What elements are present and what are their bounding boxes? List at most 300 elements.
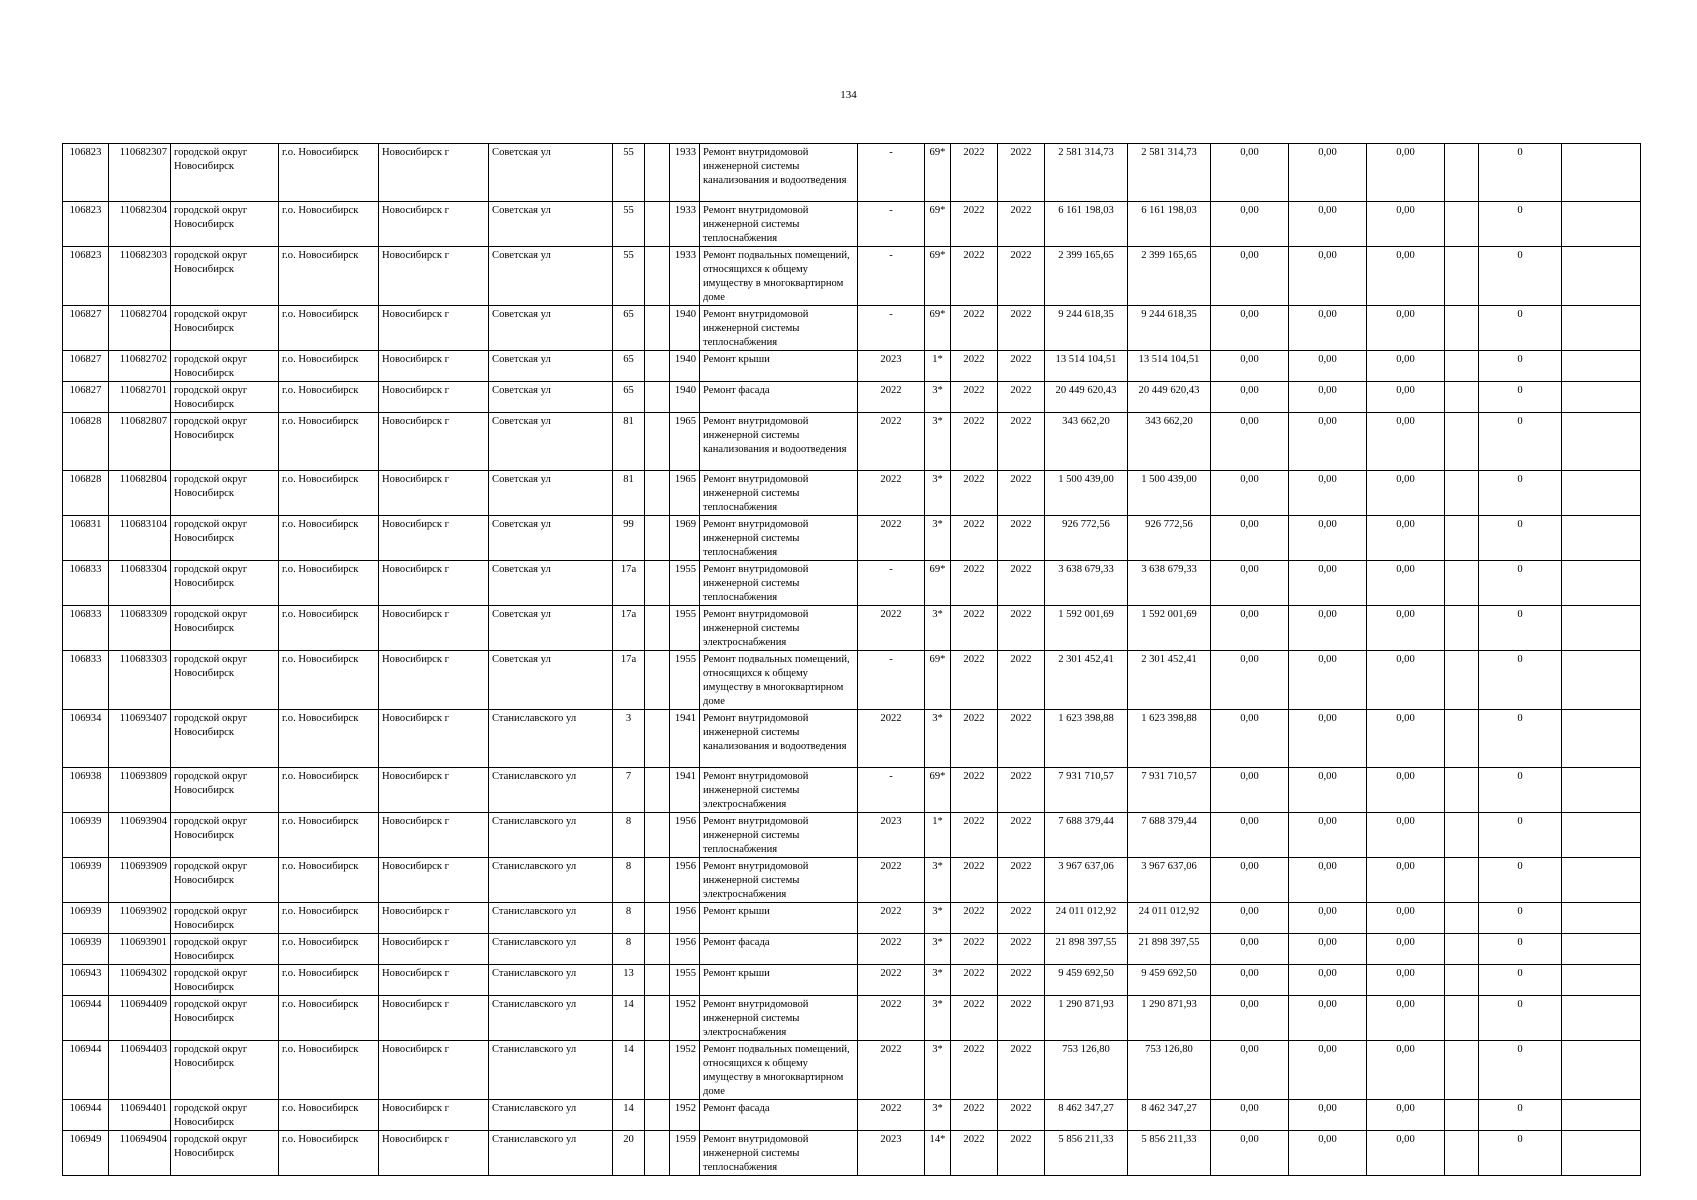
year-from-cell: 2022 [951, 144, 998, 202]
table-row [63, 516, 1641, 561]
municipality-cell: городской округ Новосибирск [171, 768, 279, 813]
count-cell: 0 [1479, 710, 1562, 768]
year-cell: 2022 [858, 1100, 925, 1131]
municipality-cell: городской округ Новосибирск [171, 1131, 279, 1176]
year-cell: 2022 [858, 710, 925, 768]
year-from-cell: 2022 [951, 413, 998, 471]
street-cell: Станиславского ул [489, 813, 613, 858]
element-code-cell: 110682807 [109, 413, 171, 471]
work-type-cell: Ремонт фасада [700, 1100, 858, 1131]
value-cell: 0,00 [1289, 1100, 1367, 1131]
count-cell: 0 [1479, 651, 1562, 710]
district-cell: г.о. Новосибирск [279, 1131, 379, 1176]
municipality-cell: городской округ Новосибирск [171, 247, 279, 306]
table-row [63, 813, 1641, 858]
value-cell: 0,00 [1367, 965, 1445, 996]
empty-cell [1562, 965, 1641, 996]
year-from-cell: 2022 [951, 858, 998, 903]
count-cell: 0 [1479, 965, 1562, 996]
district-cell: г.о. Новосибирск [279, 144, 379, 202]
year-cell: - [858, 651, 925, 710]
empty-cell [1445, 351, 1479, 382]
cost-total-cell: 13 514 104,51 [1045, 351, 1128, 382]
house-number-cell: 65 [613, 351, 645, 382]
empty-cell [1445, 710, 1479, 768]
street-cell: Советская ул [489, 651, 613, 710]
element-code-cell: 110683309 [109, 606, 171, 651]
empty-cell [1562, 606, 1641, 651]
value-cell: 0,00 [1211, 247, 1289, 306]
table-row [63, 1041, 1641, 1100]
locality-cell: Новосибирск г [379, 651, 489, 710]
year-from-cell: 2022 [951, 1041, 998, 1100]
element-code-cell: 110694302 [109, 965, 171, 996]
district-cell: г.о. Новосибирск [279, 996, 379, 1041]
mark-cell: 3* [925, 606, 951, 651]
street-cell: Советская ул [489, 516, 613, 561]
year-built-cell: 1933 [670, 247, 700, 306]
cost-total-cell: 7 931 710,57 [1045, 768, 1128, 813]
municipality-cell: городской округ Новосибирск [171, 382, 279, 413]
year-cell: 2022 [858, 858, 925, 903]
year-built-cell: 1956 [670, 813, 700, 858]
value-cell: 0,00 [1367, 768, 1445, 813]
year-from-cell: 2022 [951, 351, 998, 382]
year-from-cell: 2022 [951, 768, 998, 813]
value-cell: 0,00 [1367, 471, 1445, 516]
mark-cell: 3* [925, 858, 951, 903]
year-to-cell: 2022 [998, 768, 1045, 813]
year-built-cell: 1955 [670, 606, 700, 651]
value-cell: 0,00 [1289, 247, 1367, 306]
district-cell: г.о. Новосибирск [279, 1041, 379, 1100]
value-cell: 0,00 [1289, 561, 1367, 606]
district-cell: г.о. Новосибирск [279, 471, 379, 516]
count-cell: 0 [1479, 382, 1562, 413]
district-cell: г.о. Новосибирск [279, 903, 379, 934]
object-code-cell: 106939 [63, 934, 109, 965]
element-code-cell: 110682804 [109, 471, 171, 516]
cost-total-cell: 753 126,80 [1045, 1041, 1128, 1100]
year-built-cell: 1941 [670, 710, 700, 768]
work-type-cell: Ремонт внутридомовой инженерной системы теплоснабжения [700, 306, 858, 351]
municipality-cell: городской округ Новосибирск [171, 144, 279, 202]
street-cell: Советская ул [489, 202, 613, 247]
locality-cell: Новосибирск г [379, 1131, 489, 1176]
street-cell: Станиславского ул [489, 934, 613, 965]
cost-fund-cell: 3 967 637,06 [1128, 858, 1211, 903]
street-cell: Советская ул [489, 606, 613, 651]
street-cell: Станиславского ул [489, 1131, 613, 1176]
count-cell: 0 [1479, 351, 1562, 382]
year-cell: 2022 [858, 516, 925, 561]
element-code-cell: 110694904 [109, 1131, 171, 1176]
value-cell: 0,00 [1211, 710, 1289, 768]
mark-cell: 1* [925, 351, 951, 382]
work-type-cell: Ремонт фасада [700, 934, 858, 965]
empty-cell [645, 606, 670, 651]
count-cell: 0 [1479, 996, 1562, 1041]
year-from-cell: 2022 [951, 247, 998, 306]
cost-fund-cell: 7 688 379,44 [1128, 813, 1211, 858]
year-to-cell: 2022 [998, 903, 1045, 934]
cost-fund-cell: 24 011 012,92 [1128, 903, 1211, 934]
object-code-cell: 106944 [63, 1100, 109, 1131]
work-type-cell: Ремонт внутридомовой инженерной системы теплоснабжения [700, 516, 858, 561]
house-number-cell: 3 [613, 710, 645, 768]
empty-cell [645, 768, 670, 813]
street-cell: Станиславского ул [489, 768, 613, 813]
empty-cell [1562, 306, 1641, 351]
mark-cell: 3* [925, 382, 951, 413]
cost-fund-cell: 2 581 314,73 [1128, 144, 1211, 202]
element-code-cell: 110682701 [109, 382, 171, 413]
year-built-cell: 1956 [670, 903, 700, 934]
value-cell: 0,00 [1211, 306, 1289, 351]
year-to-cell: 2022 [998, 813, 1045, 858]
cost-total-cell: 1 290 871,93 [1045, 996, 1128, 1041]
table-row [63, 561, 1641, 606]
street-cell: Станиславского ул [489, 996, 613, 1041]
district-cell: г.о. Новосибирск [279, 651, 379, 710]
work-type-cell: Ремонт подвальных помещений, относящихся к общему имуществу в многоквартирном доме [700, 651, 858, 710]
locality-cell: Новосибирск г [379, 202, 489, 247]
count-cell: 0 [1479, 202, 1562, 247]
house-number-cell: 14 [613, 1041, 645, 1100]
cost-total-cell: 1 500 439,00 [1045, 471, 1128, 516]
house-number-cell: 13 [613, 965, 645, 996]
value-cell: 0,00 [1289, 516, 1367, 561]
municipality-cell: городской округ Новосибирск [171, 1100, 279, 1131]
municipality-cell: городской округ Новосибирск [171, 471, 279, 516]
year-from-cell: 2022 [951, 516, 998, 561]
mark-cell: 1* [925, 813, 951, 858]
empty-cell [1445, 202, 1479, 247]
locality-cell: Новосибирск г [379, 996, 489, 1041]
value-cell: 0,00 [1211, 1100, 1289, 1131]
value-cell: 0,00 [1289, 606, 1367, 651]
empty-cell [1562, 651, 1641, 710]
street-cell: Станиславского ул [489, 1041, 613, 1100]
table-row [63, 858, 1641, 903]
object-code-cell: 106833 [63, 606, 109, 651]
work-type-cell: Ремонт внутридомовой инженерной системы электроснабжения [700, 606, 858, 651]
value-cell: 0,00 [1367, 516, 1445, 561]
object-code-cell: 106944 [63, 1041, 109, 1100]
district-cell: г.о. Новосибирск [279, 813, 379, 858]
empty-cell [1562, 516, 1641, 561]
house-number-cell: 14 [613, 996, 645, 1041]
house-number-cell: 55 [613, 202, 645, 247]
object-code-cell: 106828 [63, 413, 109, 471]
district-cell: г.о. Новосибирск [279, 516, 379, 561]
year-from-cell: 2022 [951, 202, 998, 247]
year-from-cell: 2022 [951, 903, 998, 934]
street-cell: Станиславского ул [489, 710, 613, 768]
element-code-cell: 110693407 [109, 710, 171, 768]
work-type-cell: Ремонт крыши [700, 903, 858, 934]
year-to-cell: 2022 [998, 1041, 1045, 1100]
year-cell: 2023 [858, 351, 925, 382]
year-built-cell: 1955 [670, 561, 700, 606]
value-cell: 0,00 [1211, 471, 1289, 516]
year-from-cell: 2022 [951, 965, 998, 996]
mark-cell: 69* [925, 144, 951, 202]
count-cell: 0 [1479, 413, 1562, 471]
table-row [63, 965, 1641, 996]
cost-total-cell: 1 592 001,69 [1045, 606, 1128, 651]
house-number-cell: 8 [613, 858, 645, 903]
year-to-cell: 2022 [998, 996, 1045, 1041]
cost-fund-cell: 343 662,20 [1128, 413, 1211, 471]
mark-cell: 3* [925, 996, 951, 1041]
empty-cell [1445, 858, 1479, 903]
empty-cell [1562, 1100, 1641, 1131]
locality-cell: Новосибирск г [379, 351, 489, 382]
house-number-cell: 55 [613, 144, 645, 202]
value-cell: 0,00 [1289, 768, 1367, 813]
municipality-cell: городской округ Новосибирск [171, 351, 279, 382]
element-code-cell: 110693904 [109, 813, 171, 858]
element-code-cell: 110682702 [109, 351, 171, 382]
value-cell: 0,00 [1289, 413, 1367, 471]
year-to-cell: 2022 [998, 471, 1045, 516]
table-row [63, 710, 1641, 768]
year-to-cell: 2022 [998, 934, 1045, 965]
year-to-cell: 2022 [998, 1100, 1045, 1131]
value-cell: 0,00 [1211, 413, 1289, 471]
locality-cell: Новосибирск г [379, 144, 489, 202]
cost-total-cell: 3 638 679,33 [1045, 561, 1128, 606]
page-number: 134 [840, 89, 857, 101]
district-cell: г.о. Новосибирск [279, 768, 379, 813]
table-row [63, 1100, 1641, 1131]
cost-fund-cell: 2 301 452,41 [1128, 651, 1211, 710]
year-cell: - [858, 561, 925, 606]
mark-cell: 3* [925, 903, 951, 934]
year-cell: 2023 [858, 1131, 925, 1176]
locality-cell: Новосибирск г [379, 903, 489, 934]
cost-total-cell: 21 898 397,55 [1045, 934, 1128, 965]
mark-cell: 3* [925, 934, 951, 965]
year-cell: 2022 [858, 996, 925, 1041]
table-row [63, 247, 1641, 306]
empty-cell [1562, 1131, 1641, 1176]
district-cell: г.о. Новосибирск [279, 606, 379, 651]
district-cell: г.о. Новосибирск [279, 934, 379, 965]
object-code-cell: 106833 [63, 651, 109, 710]
value-cell: 0,00 [1289, 202, 1367, 247]
value-cell: 0,00 [1211, 903, 1289, 934]
year-built-cell: 1965 [670, 413, 700, 471]
year-to-cell: 2022 [998, 710, 1045, 768]
count-cell: 0 [1479, 858, 1562, 903]
value-cell: 0,00 [1289, 934, 1367, 965]
count-cell: 0 [1479, 934, 1562, 965]
value-cell: 0,00 [1289, 1041, 1367, 1100]
empty-cell [1445, 606, 1479, 651]
locality-cell: Новосибирск г [379, 1100, 489, 1131]
element-code-cell: 110693809 [109, 768, 171, 813]
empty-cell [645, 382, 670, 413]
work-type-cell: Ремонт внутридомовой инженерной системы теплоснабжения [700, 471, 858, 516]
work-type-cell: Ремонт внутридомовой инженерной системы теплоснабжения [700, 813, 858, 858]
object-code-cell: 106823 [63, 247, 109, 306]
cost-total-cell: 1 623 398,88 [1045, 710, 1128, 768]
value-cell: 0,00 [1211, 965, 1289, 996]
count-cell: 0 [1479, 144, 1562, 202]
registry-rows [63, 144, 1641, 1176]
district-cell: г.о. Новосибирск [279, 561, 379, 606]
empty-cell [1562, 351, 1641, 382]
year-to-cell: 2022 [998, 382, 1045, 413]
house-number-cell: 17а [613, 606, 645, 651]
value-cell: 0,00 [1211, 996, 1289, 1041]
empty-cell [645, 903, 670, 934]
value-cell: 0,00 [1367, 202, 1445, 247]
table-row [63, 306, 1641, 351]
cost-fund-cell: 6 161 198,03 [1128, 202, 1211, 247]
value-cell: 0,00 [1289, 858, 1367, 903]
registry-table [62, 143, 1641, 1176]
value-cell: 0,00 [1211, 561, 1289, 606]
empty-cell [645, 516, 670, 561]
street-cell: Советская ул [489, 413, 613, 471]
work-type-cell: Ремонт внутридомовой инженерной системы канализования и водоотведения [700, 710, 858, 768]
table-row [63, 351, 1641, 382]
value-cell: 0,00 [1367, 247, 1445, 306]
mark-cell: 69* [925, 561, 951, 606]
value-cell: 0,00 [1367, 606, 1445, 651]
empty-cell [1445, 1100, 1479, 1131]
locality-cell: Новосибирск г [379, 382, 489, 413]
value-cell: 0,00 [1367, 1100, 1445, 1131]
empty-cell [1562, 382, 1641, 413]
street-cell: Станиславского ул [489, 1100, 613, 1131]
house-number-cell: 65 [613, 306, 645, 351]
empty-cell [1445, 561, 1479, 606]
municipality-cell: городской округ Новосибирск [171, 903, 279, 934]
value-cell: 0,00 [1289, 710, 1367, 768]
empty-cell [1562, 934, 1641, 965]
object-code-cell: 106939 [63, 813, 109, 858]
house-number-cell: 8 [613, 934, 645, 965]
element-code-cell: 110694403 [109, 1041, 171, 1100]
year-from-cell: 2022 [951, 561, 998, 606]
empty-cell [1445, 813, 1479, 858]
street-cell: Советская ул [489, 561, 613, 606]
value-cell: 0,00 [1211, 934, 1289, 965]
mark-cell: 3* [925, 471, 951, 516]
district-cell: г.о. Новосибирск [279, 351, 379, 382]
empty-cell [645, 1131, 670, 1176]
year-from-cell: 2022 [951, 651, 998, 710]
empty-cell [1562, 561, 1641, 606]
value-cell: 0,00 [1367, 996, 1445, 1041]
count-cell: 0 [1479, 768, 1562, 813]
municipality-cell: городской округ Новосибирск [171, 1041, 279, 1100]
year-from-cell: 2022 [951, 710, 998, 768]
cost-total-cell: 3 967 637,06 [1045, 858, 1128, 903]
table-row [63, 903, 1641, 934]
cost-fund-cell: 1 500 439,00 [1128, 471, 1211, 516]
street-cell: Станиславского ул [489, 965, 613, 996]
count-cell: 0 [1479, 1041, 1562, 1100]
empty-cell [1562, 471, 1641, 516]
year-to-cell: 2022 [998, 144, 1045, 202]
year-cell: 2022 [858, 965, 925, 996]
year-from-cell: 2022 [951, 813, 998, 858]
work-type-cell: Ремонт подвальных помещений, относящихся к общему имуществу в многоквартирном доме [700, 1041, 858, 1100]
object-code-cell: 106823 [63, 202, 109, 247]
empty-cell [645, 813, 670, 858]
district-cell: г.о. Новосибирск [279, 858, 379, 903]
mark-cell: 69* [925, 202, 951, 247]
municipality-cell: городской округ Новосибирск [171, 606, 279, 651]
municipality-cell: городской округ Новосибирск [171, 516, 279, 561]
mark-cell: 14* [925, 1131, 951, 1176]
object-code-cell: 106828 [63, 471, 109, 516]
empty-cell [1445, 516, 1479, 561]
value-cell: 0,00 [1289, 1131, 1367, 1176]
cost-total-cell: 7 688 379,44 [1045, 813, 1128, 858]
municipality-cell: городской округ Новосибирск [171, 813, 279, 858]
empty-cell [1445, 1131, 1479, 1176]
mark-cell: 3* [925, 1100, 951, 1131]
value-cell: 0,00 [1289, 306, 1367, 351]
empty-cell [1445, 306, 1479, 351]
value-cell: 0,00 [1367, 351, 1445, 382]
table-row [63, 382, 1641, 413]
empty-cell [1445, 1041, 1479, 1100]
year-to-cell: 2022 [998, 858, 1045, 903]
house-number-cell: 8 [613, 813, 645, 858]
year-built-cell: 1933 [670, 144, 700, 202]
street-cell: Советская ул [489, 382, 613, 413]
empty-cell [645, 858, 670, 903]
mark-cell: 69* [925, 247, 951, 306]
cost-fund-cell: 1 623 398,88 [1128, 710, 1211, 768]
locality-cell: Новосибирск г [379, 965, 489, 996]
municipality-cell: городской округ Новосибирск [171, 934, 279, 965]
element-code-cell: 110682303 [109, 247, 171, 306]
empty-cell [645, 561, 670, 606]
work-type-cell: Ремонт подвальных помещений, относящихся к общему имуществу в многоквартирном доме [700, 247, 858, 306]
object-code-cell: 106939 [63, 903, 109, 934]
empty-cell [1445, 144, 1479, 202]
object-code-cell: 106938 [63, 768, 109, 813]
cost-fund-cell: 9 244 618,35 [1128, 306, 1211, 351]
count-cell: 0 [1479, 903, 1562, 934]
year-cell: 2022 [858, 903, 925, 934]
element-code-cell: 110683104 [109, 516, 171, 561]
count-cell: 0 [1479, 516, 1562, 561]
empty-cell [1445, 965, 1479, 996]
object-code-cell: 106949 [63, 1131, 109, 1176]
year-built-cell: 1940 [670, 306, 700, 351]
locality-cell: Новосибирск г [379, 516, 489, 561]
house-number-cell: 81 [613, 413, 645, 471]
year-from-cell: 2022 [951, 1131, 998, 1176]
empty-cell [645, 202, 670, 247]
municipality-cell: городской округ Новосибирск [171, 965, 279, 996]
empty-cell [1562, 413, 1641, 471]
value-cell: 0,00 [1367, 144, 1445, 202]
year-built-cell: 1952 [670, 1041, 700, 1100]
value-cell: 0,00 [1367, 903, 1445, 934]
element-code-cell: 110682307 [109, 144, 171, 202]
empty-cell [645, 471, 670, 516]
